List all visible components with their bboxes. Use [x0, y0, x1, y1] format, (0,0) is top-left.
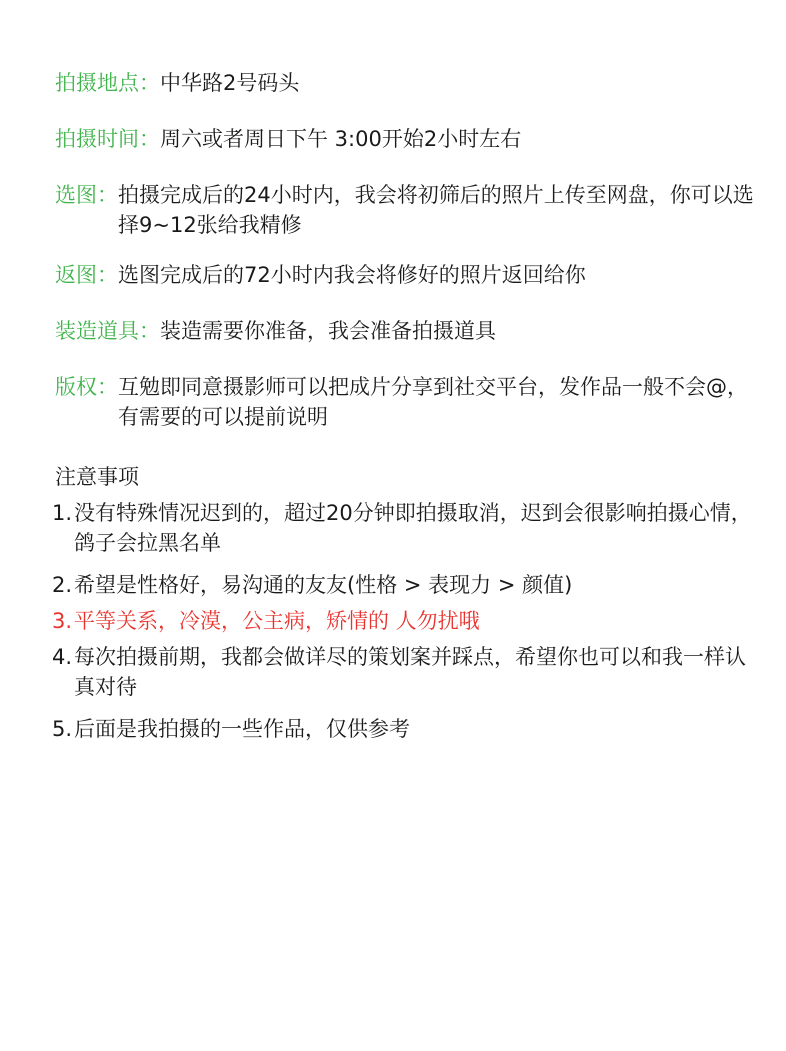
note-text: 平等关系，冷漠，公主病，矫情的 人勿扰哦	[74, 609, 480, 633]
info-location	[55, 68, 755, 98]
note-item-2	[52, 570, 757, 600]
note-text: 后面是我拍摄的一些作品，仅供参考	[74, 717, 410, 741]
note-item-1	[52, 498, 757, 558]
info-return-label: 返图：	[55, 263, 118, 287]
note-item-4	[52, 642, 757, 702]
info-props-label: 装造道具：	[55, 319, 160, 343]
info-time-label: 拍摄时间：	[55, 127, 160, 151]
note-text: 希望是性格好，易沟通的友友(性格 > 表现力 > 颜值)	[74, 573, 573, 597]
note-number: 2.	[52, 573, 73, 597]
info-time-value: 周六或者周日下午 3:00开始2小时左右	[160, 127, 522, 151]
notes-title: 注意事项	[55, 465, 139, 489]
note-number: 1.	[52, 501, 73, 525]
note-number: 4.	[52, 645, 73, 669]
note-number: 5.	[52, 717, 73, 741]
info-selection	[55, 180, 755, 240]
info-selection-value: 拍摄完成后的24小时内，我会将初筛后的照片上传至网盘，你可以选择9~12张给我精修	[118, 183, 754, 237]
info-selection-label: 选图：	[55, 183, 118, 207]
info-copyright-label: 版权：	[55, 375, 118, 399]
note-text: 每次拍摄前期，我都会做详尽的策划案并踩点，希望你也可以和我一样认真对待	[74, 645, 746, 699]
note-number: 3.	[52, 609, 73, 633]
info-props	[55, 316, 755, 346]
info-return	[55, 260, 755, 290]
info-props-value: 装造需要你准备，我会准备拍摄道具	[160, 319, 496, 343]
info-return-value: 选图完成后的72小时内我会将修好的照片返回给你	[118, 263, 586, 287]
info-location-value: 中华路2号码头	[160, 71, 300, 95]
note-item-3	[52, 606, 757, 636]
note-item-5	[52, 714, 757, 744]
info-time	[55, 124, 755, 154]
note-text: 没有特殊情况迟到的，超过20分钟即拍摄取消，迟到会很影响拍摄心情，鸽子会拉黑名单	[74, 501, 752, 555]
info-copyright	[55, 372, 755, 432]
info-location-label: 拍摄地点：	[55, 71, 160, 95]
info-copyright-value: 互勉即同意摄影师可以把成片分享到社交平台，发作品一般不会@，有需要的可以提前说明	[118, 375, 748, 429]
